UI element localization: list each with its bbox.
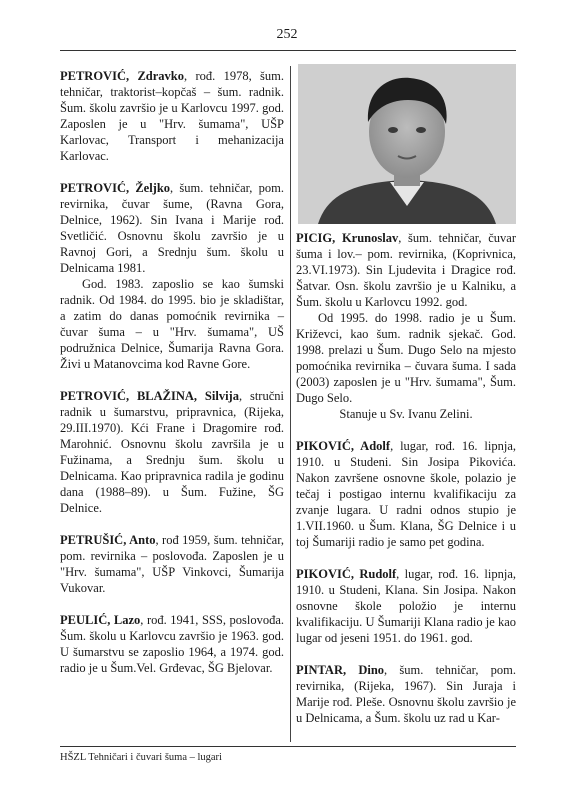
entry-given-name: Željko <box>129 181 171 195</box>
entry-text: , lugar, rođ. 16. lipnja, 1910. u Studeni, Klana. Sin Josipa. Nakon osnovne škole položio je internu kvalifikaciju. U Šumariji Klana radio je kao lugar od jeseni 1951. do 1961. god. <box>296 567 516 645</box>
left-column <box>60 68 284 692</box>
header-rule <box>60 50 516 51</box>
biography-entry <box>60 532 284 596</box>
entry-text: , šum. tehničar, pom. revirnika, čuvar šume, (Ravna Gora, Delnice, 1962). Sin Ivana i Marije rođ. Svetličić. Osnovnu školu završio je u Ravnoj Gori, a Srednju šum. školu u Delnicama 1981. <box>60 181 284 275</box>
entry-surname: PICIG, <box>296 231 336 245</box>
entry-given-name: Rudolf <box>354 567 397 581</box>
entry-surname: PIKOVIĆ, <box>296 567 354 581</box>
entry-surname: PIKOVIĆ, <box>296 439 354 453</box>
biography-entry <box>60 388 284 516</box>
entry-text: , rođ. 1941, SSS, poslovođa. Šum. školu u Karlovcu završio je 1963. god. U šumarstvu se zaposlio 1964, a 1974. god. radio je u Šum.Vel. Grđevac, ŠG Bjelovar. <box>60 613 285 675</box>
entry-surname: PINTAR, <box>296 663 347 677</box>
entry-text: , stručni radnik u šumarstvu, pripravnica, (Rijeka, 29.III.1970). Kći Frane i Dragomire rođ. Marohnić. Osnovnu školu završila je u Fužinama, a Srednju šum. školu u Delnicama. Kao pripravnica radila je godinu dana (1988–89). u Šum. Fužine, ŠG Delnice. <box>60 389 284 515</box>
entry-text: , rođ. 1978, šum. tehničar, traktorist–kopčaš – šum. radnik. Šum. školu završio je u Karlovcu 1997. god. Zaposlen je u "Hrv. šumama", UŠP Karlovac, Transport i mehanizacija Karlovac. <box>60 69 285 163</box>
entry-text: , rođ 1959, šum. tehničar, pom. revirnika – poslovođa. Zaposlen je u "Hrv. šumama", UŠP Vinkovci, Šumarija Vukovar. <box>60 533 284 595</box>
biography-entry <box>296 438 516 550</box>
entry-paragraph: Od 1995. do 1998. radio je u Šum. Križevci, kao šum. radnik sjekač. God. 1998. prelazi u Šum. Dugo Selo na mjesto pomoćnika revirnika – čuvara šuma. I sada (2003) zaposlen je u "Hrv. šumama", Šum. Dugo Selo. <box>296 311 516 405</box>
entry-surname: PETROVIĆ, <box>60 181 130 195</box>
entry-given-name: Zdravko <box>129 69 184 83</box>
biography-entry <box>60 180 284 372</box>
right-column <box>296 230 516 742</box>
biography-entry <box>296 662 516 726</box>
entry-given-name: Silvija <box>197 389 239 403</box>
entry-text: , lugar, rođ. 16. lipnja, 1910. u Studeni. Sin Josipa Pikovića. Nakon završene osnovne škole, polazio je tečaj i postigao internu kvalifikaciju za zvanje lugara. U radni odnos stupio je 1.VII.1960. u Šum. Klana, ŠG Delnice i u toj Šumariji radio je samo pet godina. <box>296 439 516 549</box>
entry-surname: PETROVIĆ, BLAŽINA, <box>60 389 198 403</box>
entry-given-name: Anto <box>126 533 156 547</box>
entry-surname: PEULIĆ, <box>60 613 111 627</box>
running-footer: HŠZL Tehničari i čuvari šuma – lugari <box>60 752 222 763</box>
biography-entry <box>296 230 516 422</box>
entry-surname: PETRUŠIĆ, <box>60 533 127 547</box>
entry-text: , šum. tehničar, čuvar šuma i lov.– pom. revirnika, (Koprivnica, 23.VI.1973). Sin Ljudevita i Dragice rođ. Šatvar. Osn. školu završio je u Kalniku, a Šum. školu u Karlovcu 1992. god. <box>296 231 516 309</box>
entry-paragraph: God. 1983. zaposlio se kao šumski radnik. Od 1984. do 1995. bio je skladištar, a zatim do danas pomoćnik revirnika – čuvar šuma – u "Hrv. šumama", UŠ podružnica Delnice, Šumarija Ravna Gora. Živi u Matanovcima kod Ravne Gore. <box>60 277 284 371</box>
portrait-photo <box>298 64 516 224</box>
page-number: 252 <box>276 27 298 42</box>
column-divider <box>290 66 291 742</box>
biography-entry <box>60 612 284 676</box>
entry-given-name: Dino <box>346 663 385 677</box>
entry-given-name: Adolf <box>354 439 391 453</box>
footer-rule <box>60 746 516 747</box>
biography-entry <box>60 68 284 164</box>
entry-paragraph: Stanuje u Sv. Ivanu Zelini. <box>339 407 473 421</box>
entry-surname: PETROVIĆ, <box>60 69 130 83</box>
entry-given-name: Krunoslav <box>335 231 399 245</box>
entry-given-name: Lazo <box>110 613 141 627</box>
entry-text: , šum. tehničar, pom. revirnika, (Rijeka, 1967). Sin Juraja i Marije rođ. Pleše. Osnovnu školu završio je u Delnicama, a Šum. školu uz rad u Kar- <box>296 663 517 725</box>
biography-entry <box>296 566 516 646</box>
